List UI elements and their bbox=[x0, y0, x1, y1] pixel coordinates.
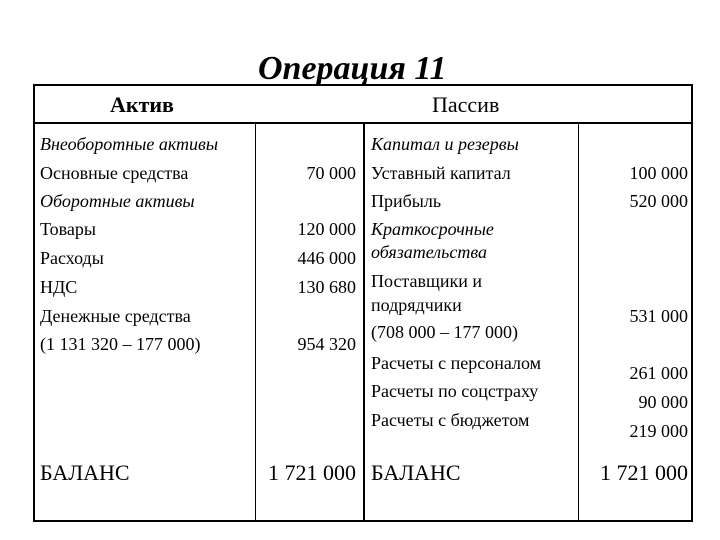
charter-capital-label: Уставный капитал bbox=[371, 163, 511, 183]
cash-calc: (1 131 320 – 177 000) bbox=[40, 334, 201, 354]
expenses-label: Расходы bbox=[40, 248, 104, 268]
staff-value: 261 000 bbox=[629, 363, 688, 383]
goods-label: Товары bbox=[40, 219, 96, 239]
budget-value: 219 000 bbox=[629, 421, 688, 441]
liability-header: Пассив bbox=[432, 92, 500, 117]
suppliers-value: 531 000 bbox=[629, 306, 688, 326]
charter-capital-value: 100 000 bbox=[629, 163, 688, 183]
asset-header: Актив bbox=[110, 92, 174, 117]
current-assets-label: Оборотные активы bbox=[40, 191, 195, 211]
fixed-assets-label: Основные средства bbox=[40, 163, 189, 183]
social-label: Расчеты по соцстраху bbox=[371, 381, 539, 401]
noncurrent-assets-label: Внеоборотные активы bbox=[40, 134, 219, 154]
budget-label: Расчеты с бюджетом bbox=[371, 410, 530, 430]
fixed-assets-value: 70 000 bbox=[306, 163, 356, 183]
profit-label: Прибыль bbox=[371, 191, 442, 211]
suppliers-label-1: Поставщики и bbox=[371, 271, 483, 291]
staff-label: Расчеты с персоналом bbox=[371, 353, 542, 373]
short-term-label-2: обязательства bbox=[371, 242, 488, 262]
page-title: Операция 11 bbox=[258, 50, 447, 87]
balance-value-right: 1 721 000 bbox=[600, 460, 688, 485]
cash-value: 954 320 bbox=[297, 334, 356, 354]
capital-reserves-label: Капитал и резервы bbox=[371, 134, 519, 154]
goods-value: 120 000 bbox=[297, 219, 356, 239]
vat-value: 130 680 bbox=[297, 277, 356, 297]
balance-label-left: БАЛАНС bbox=[40, 460, 130, 485]
short-term-label-1: Краткосрочные bbox=[371, 219, 494, 239]
asset-liability-divider bbox=[363, 124, 365, 522]
cash-label: Денежные средства bbox=[40, 306, 191, 326]
expenses-value: 446 000 bbox=[297, 248, 356, 268]
balance-value-left: 1 721 000 bbox=[268, 460, 356, 485]
profit-value: 520 000 bbox=[629, 191, 688, 211]
social-value: 90 000 bbox=[638, 392, 688, 412]
vat-label: НДС bbox=[40, 277, 78, 297]
balance-label-right: БАЛАНС bbox=[371, 460, 461, 485]
suppliers-calc: (708 000 – 177 000) bbox=[371, 322, 518, 342]
liability-value-divider bbox=[578, 124, 579, 522]
suppliers-label-2: подрядчики bbox=[371, 295, 462, 315]
